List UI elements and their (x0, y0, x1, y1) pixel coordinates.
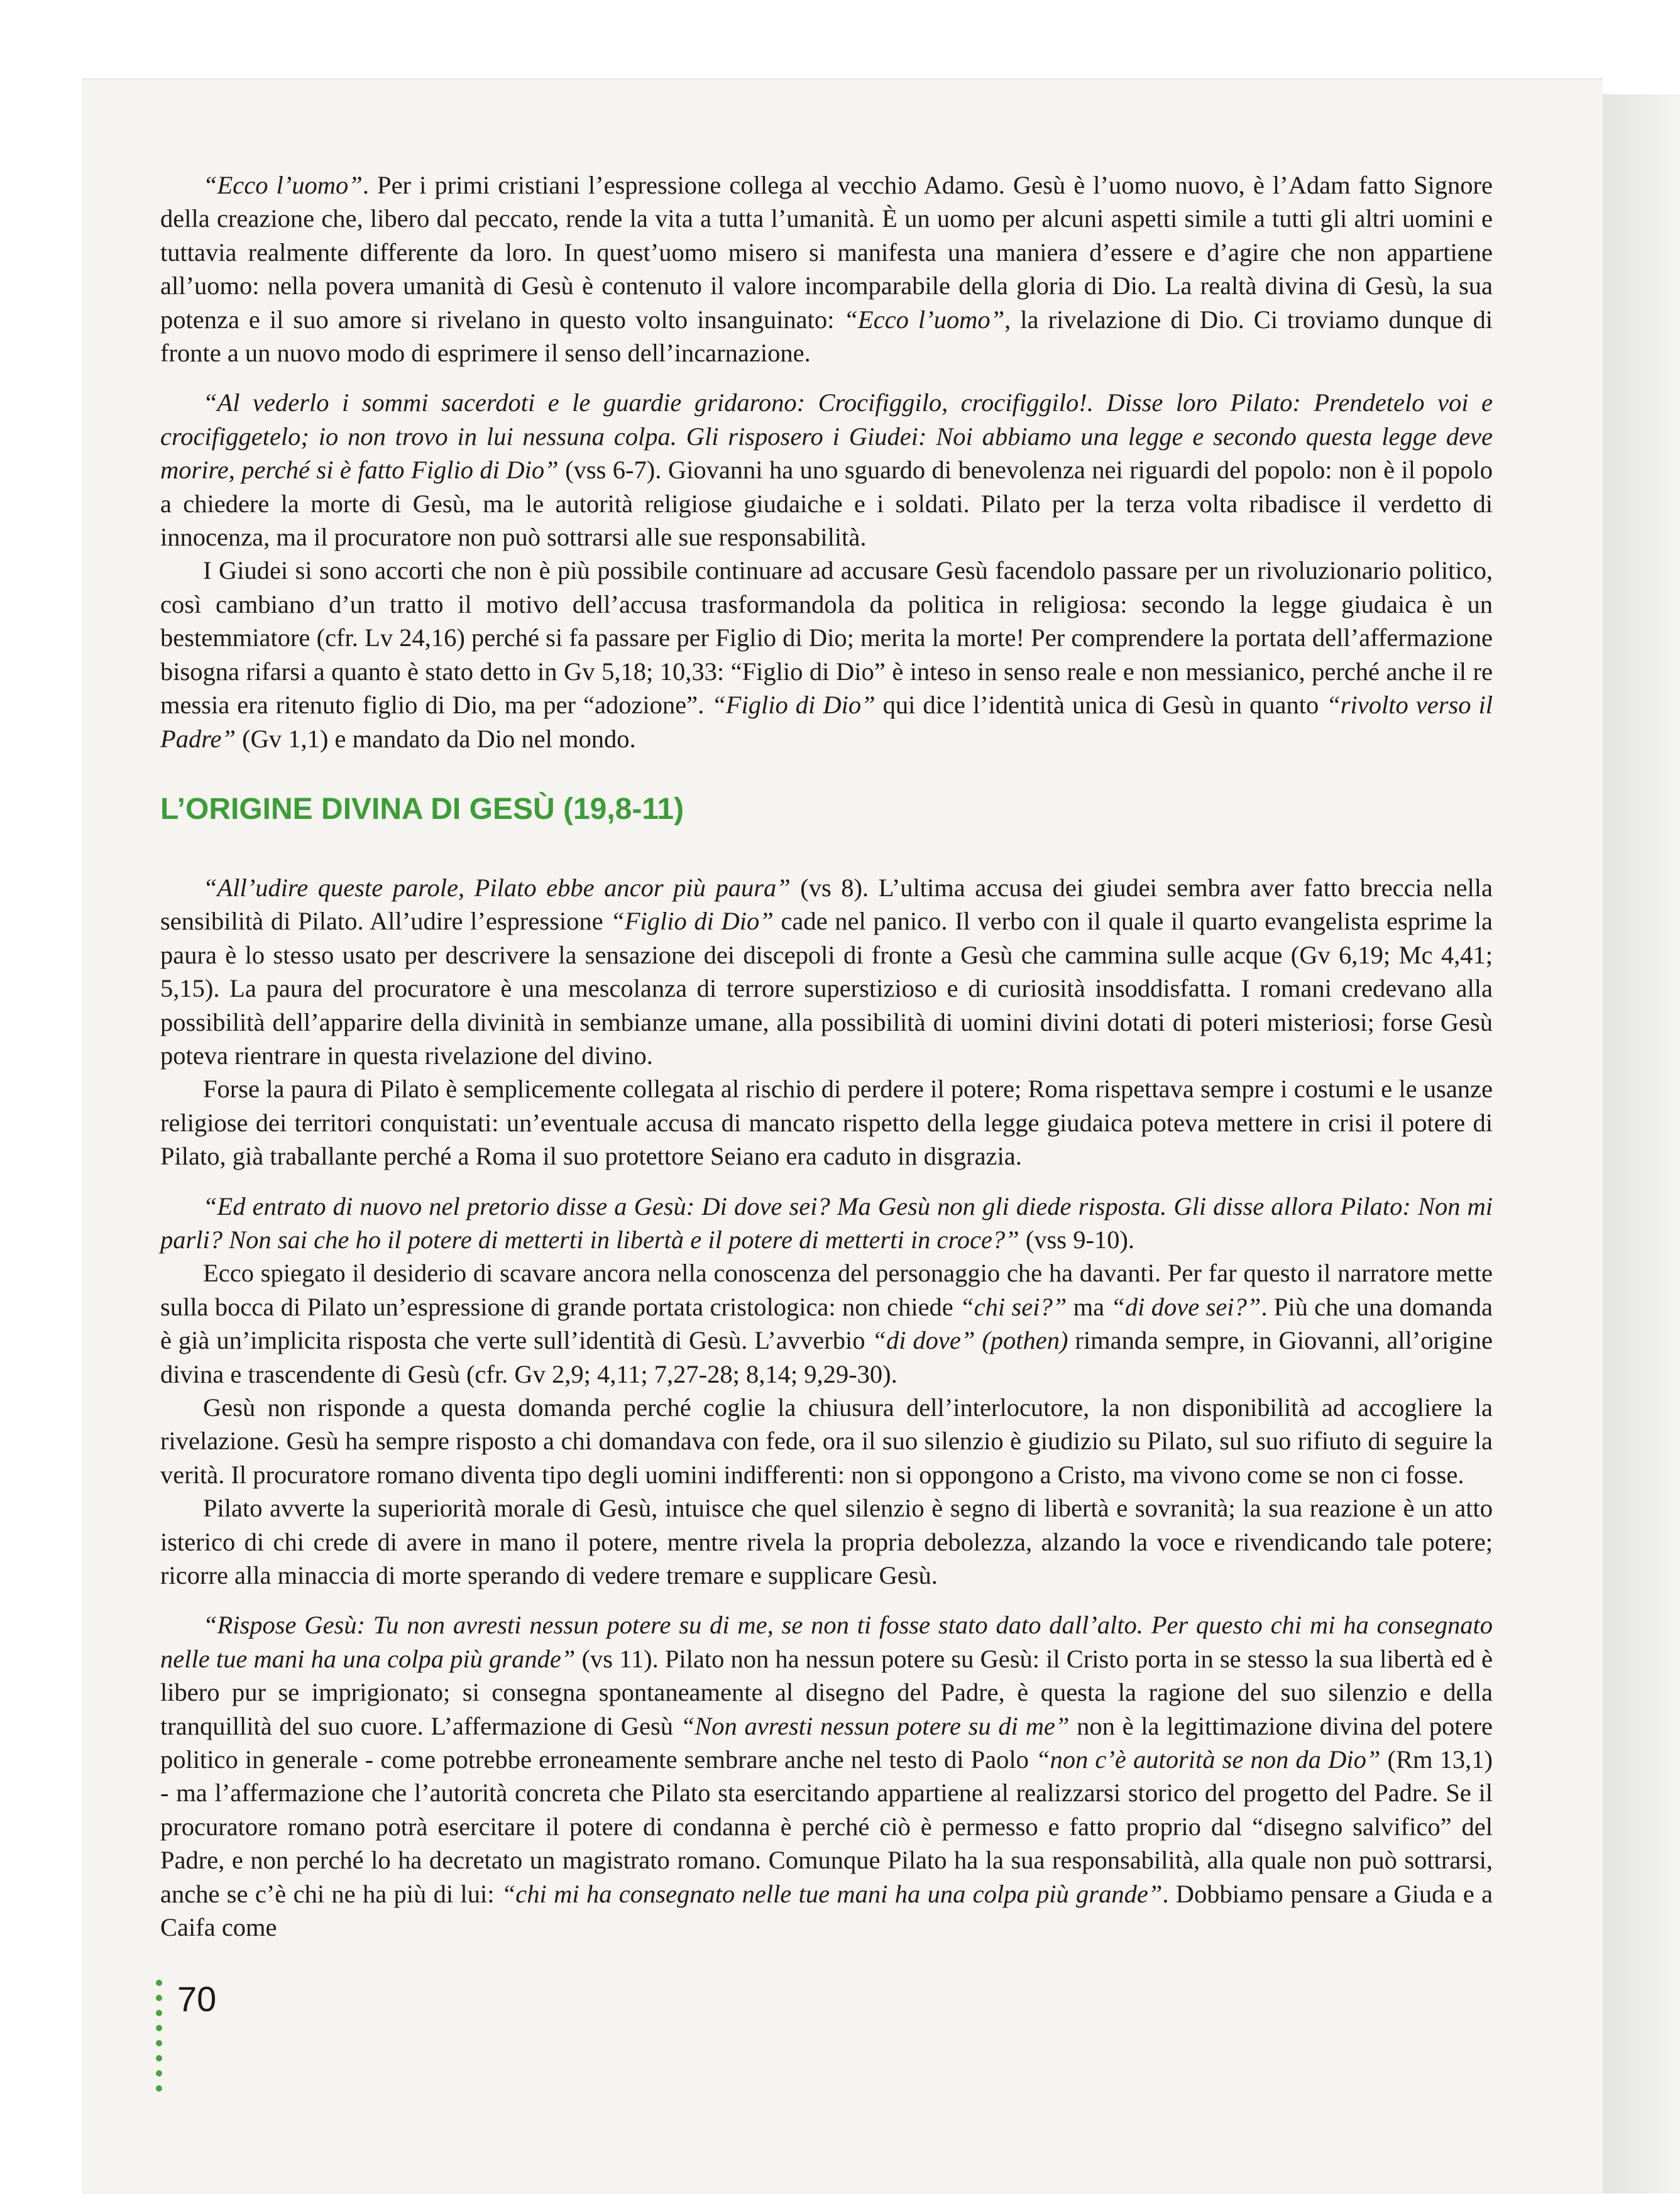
body-text: I Giudei si sono accorti che non è più possibile continuare ad accusare Gesù facendolo passare per un rivoluzionario politico, così cambiano d’un tratto il motivo dell’accusa trasformandola da politica in religiosa: secondo la legge giudaica è un bestemmiatore (cfr. Lv 24,16) perché si fa passare per Figlio di Dio; merita la morte! Per comprendere la portata dell’affermazione bisogna rifarsi a quanto è stato detto in Gv 5,18; 10,33: “Figlio di Dio” è inteso in senso reale e non messianico, perché anche il re messia era ritenuto figlio di Dio, ma per “adozione”. (160, 556, 1493, 720)
section-heading: L’ORIGINE DIVINA DI GESÙ (19,8-11) (160, 792, 684, 826)
body-text: Ecco spiegato il desiderio di scavare ancora nella conoscenza del personaggio che ha davanti. Per far questo il narratore mette sulla bocca di Pilato un’espressione di grande portata cristologica: non chiede (160, 1259, 1493, 1321)
body-text: (Gv 1,1) e mandato da Dio nel mondo. (236, 724, 636, 753)
paragraph (160, 1190, 1493, 1257)
quoted-text: “chi sei?” (960, 1292, 1067, 1321)
body-text: . Dobbiamo pensare a Giuda e a Caifa come (160, 1879, 1493, 1942)
quoted-text: “Figlio di Dio” (711, 691, 876, 720)
paragraph (160, 168, 1493, 370)
paragraph-gap (160, 1592, 1493, 1608)
quoted-text: “di dove sei?” (1111, 1292, 1261, 1321)
body-text: . Più che una domanda è già un’implicita risposta che verte sull’identità di Gesù. L’avverbio (160, 1292, 1493, 1355)
body-text: (vss 9-10). (1019, 1225, 1135, 1254)
body-text: (vs 8). L’ultima accusa dei giudei sembra aver fatto breccia nella sensibilità di Pilato. All’udire l’espressione (160, 873, 1493, 936)
paragraph (160, 1608, 1493, 1944)
quoted-text: “Rispose Gesù: Tu non avresti nessun potere su di me, se non ti fosse stato dato dall’alto. Per questo chi mi ha consegnato nelle tue mani ha una colpa più grande” (160, 1611, 1493, 1673)
page-number-dots (156, 1980, 163, 2100)
body-text: (vss 6-7). Giovanni ha uno sguardo di benevolenza nei riguardi del popolo: non è il popolo a chiedere la morte di Gesù, ma le autorità religiose giudaiche e i soldati. Pilato per la terza volta ribadisce il verdetto di innocenza, ma il procuratore non può sottrarsi alle sue responsabilità. (160, 456, 1493, 552)
body-text: cade nel panico. Il verbo con il quale il quarto evangelista esprime la paura è lo stesso usato per descrivere la sensazione dei discepoli di fronte a Gesù che cammina sulle acque (Gv 6,19; Mc 4,41; 5,15). La paura del procuratore è una mescolanza di terrore superstizioso e di curiosità insoddisfatta. I romani credevano alla possibilità dell’apparire della divinità in sembianze umane, alla possibilità di uomini divini dotati di poteri misteriosi; forse Gesù poteva rientrare in questa rivelazione del divino. (160, 907, 1493, 1070)
paragraph (160, 1391, 1493, 1491)
page-number: 70 (177, 1979, 217, 2019)
paragraph (160, 1072, 1493, 1173)
paragraph (160, 554, 1493, 755)
body-text: . Per i primi cristiani l’espressione collega al vecchio Adamo. Gesù è l’uomo nuovo, è l’Adam fatto Signore della creazione che, libero dal peccato, rende la vita a tutta l’umanità. È un uomo per alcuni aspetti simile a tutti gli altri uomini e tuttavia realmente differente da loro. In quest’uomo misero si manifesta una maniera d’essere e d’agire che non appartiene all’uomo: nella povera umanità di Gesù è contenuto il valore incomparabile della gloria di Dio. La realtà divina di Gesù, la sua potenza e il suo amore si rivelano in questo volto insanguinato: (160, 171, 1493, 334)
body-text: qui dice l’identità unica di Gesù in quanto (875, 691, 1327, 720)
quoted-text: “Ecco l’uomo” (203, 171, 363, 199)
paragraph-gap (160, 1173, 1493, 1190)
quoted-text: “chi mi ha consegnato nelle tue mani ha una colpa più grande” (501, 1879, 1163, 1908)
quoted-text: “rivolto verso il Padre” (160, 691, 1493, 753)
body-text: ma (1067, 1292, 1111, 1321)
quoted-text: “Figlio di Dio” (610, 907, 774, 936)
quoted-text: “All’udire queste parole, Pilato ebbe ancor più paura” (203, 873, 791, 902)
body-text: non è la legittimazione divina del potere politico in generale - come potrebbe erroneamente sembrare anche nel testo di Paolo (160, 1711, 1493, 1774)
body-text: Forse la paura di Pilato è semplicemente collegata al rischio di perdere il potere; Roma rispettava sempre i costumi e le usanze religiose dei territori conquistati: un’eventuale accusa di mancato rispetto della legge giudaica poteva mettere in crisi il potere di Pilato, già traballante perché a Roma il suo protettore Seiano era caduto in disgrazia. (160, 1075, 1493, 1171)
body-text: (vs 11). Pilato non ha nessun potere su Gesù: il Cristo porta in se stesso la sua libertà ed è libero pur se imprigionato; si consegna spontaneamente al disegno del Padre, è questa la ragione del suo silenzio e della tranquillità del suo cuore. L’affermazione di Gesù (160, 1644, 1493, 1740)
body-text: Pilato avverte la superiorità morale di Gesù, intuisce che quel silenzio è segno di libertà e sovranità; la sua reazione è un atto isterico di chi crede di avere in mano il potere, mentre rivela la propria debolezza, alzando la voce e rivendicando tale potere; ricorre alla minaccia di morte sperando di vedere tremare e supplicare Gesù. (160, 1494, 1493, 1590)
body-text: rimanda sempre, in Giovanni, all’origine divina e trascendente di Gesù (cfr. Gv 2,9; 4,11; 7,27-28; 8,14; 9,29-30). (160, 1326, 1493, 1388)
quoted-text: “Ed entrato di nuovo nel pretorio disse a Gesù: Di dove sei? Ma Gesù non gli diede risposta. Gli disse allora Pilato: Non mi parli? Non sai che ho il potere di metterti in libertà e il potere di metterti in croce?” (160, 1192, 1493, 1254)
paragraph (160, 1256, 1493, 1391)
quoted-text: “Al vederlo i sommi sacerdoti e le guardie gridarono: Crocifiggilo, crocifiggilo!. Disse loro Pilato: Prendetelo voi e crocifiggetelo; io non trovo in lui nessuna colpa. Gli risposero i Giudei: Noi abbiamo una legge e secondo questa legge deve morire, perché si è fatto Figlio di Dio” (160, 388, 1493, 485)
page-edge (1603, 94, 1680, 2193)
quoted-text: “di dove” (pothen) (872, 1326, 1068, 1355)
section-intro (160, 168, 1493, 755)
quoted-text: “non c’è autorità se non da Dio” (1036, 1745, 1381, 1774)
paragraph (160, 1491, 1493, 1592)
body-text: Gesù non risponde a questa domanda perché coglie la chiusura dell’interlocutore, la non disponibilità ad accogliere la rivelazione. Gesù ha sempre risposto a chi domandava con fede, ora il suo silenzio è giudizio su Pilato, sul suo rifiuto di seguire la verità. Il procuratore romano diventa tipo degli uomini indifferenti: non si oppongono a Cristo, ma vivono come se non ci fosse. (160, 1393, 1493, 1489)
paragraph-gap (160, 370, 1493, 386)
section-origine-divina (160, 871, 1493, 1944)
paragraph (160, 871, 1493, 1072)
body-text: (Rm 13,1) - ma l’affermazione che l’autorità concreta che Pilato sta esercitando appartiene al realizzarsi storico del progetto del Padre. Se il procuratore romano potrà esercitare il potere di condanna è perché ciò è permesso e fatto proprio dal “disegno salvifico” del Padre, e non perché lo ha decretato un magistrato romano. Comunque Pilato ha la sua responsabilità, alla quale non può sottrarsi, anche se c’è chi ne ha più di lui: (160, 1745, 1493, 1908)
page-content (160, 168, 1493, 1944)
quoted-text: “Ecco l’uomo” (843, 305, 1005, 334)
quoted-text: “Non avresti nessun potere su di me” (680, 1711, 1070, 1740)
paragraph (160, 386, 1493, 554)
body-text: , la rivelazione di Dio. Ci troviamo dunque di fronte a un nuovo modo di esprimere il senso dell’incarnazione. (160, 305, 1493, 368)
